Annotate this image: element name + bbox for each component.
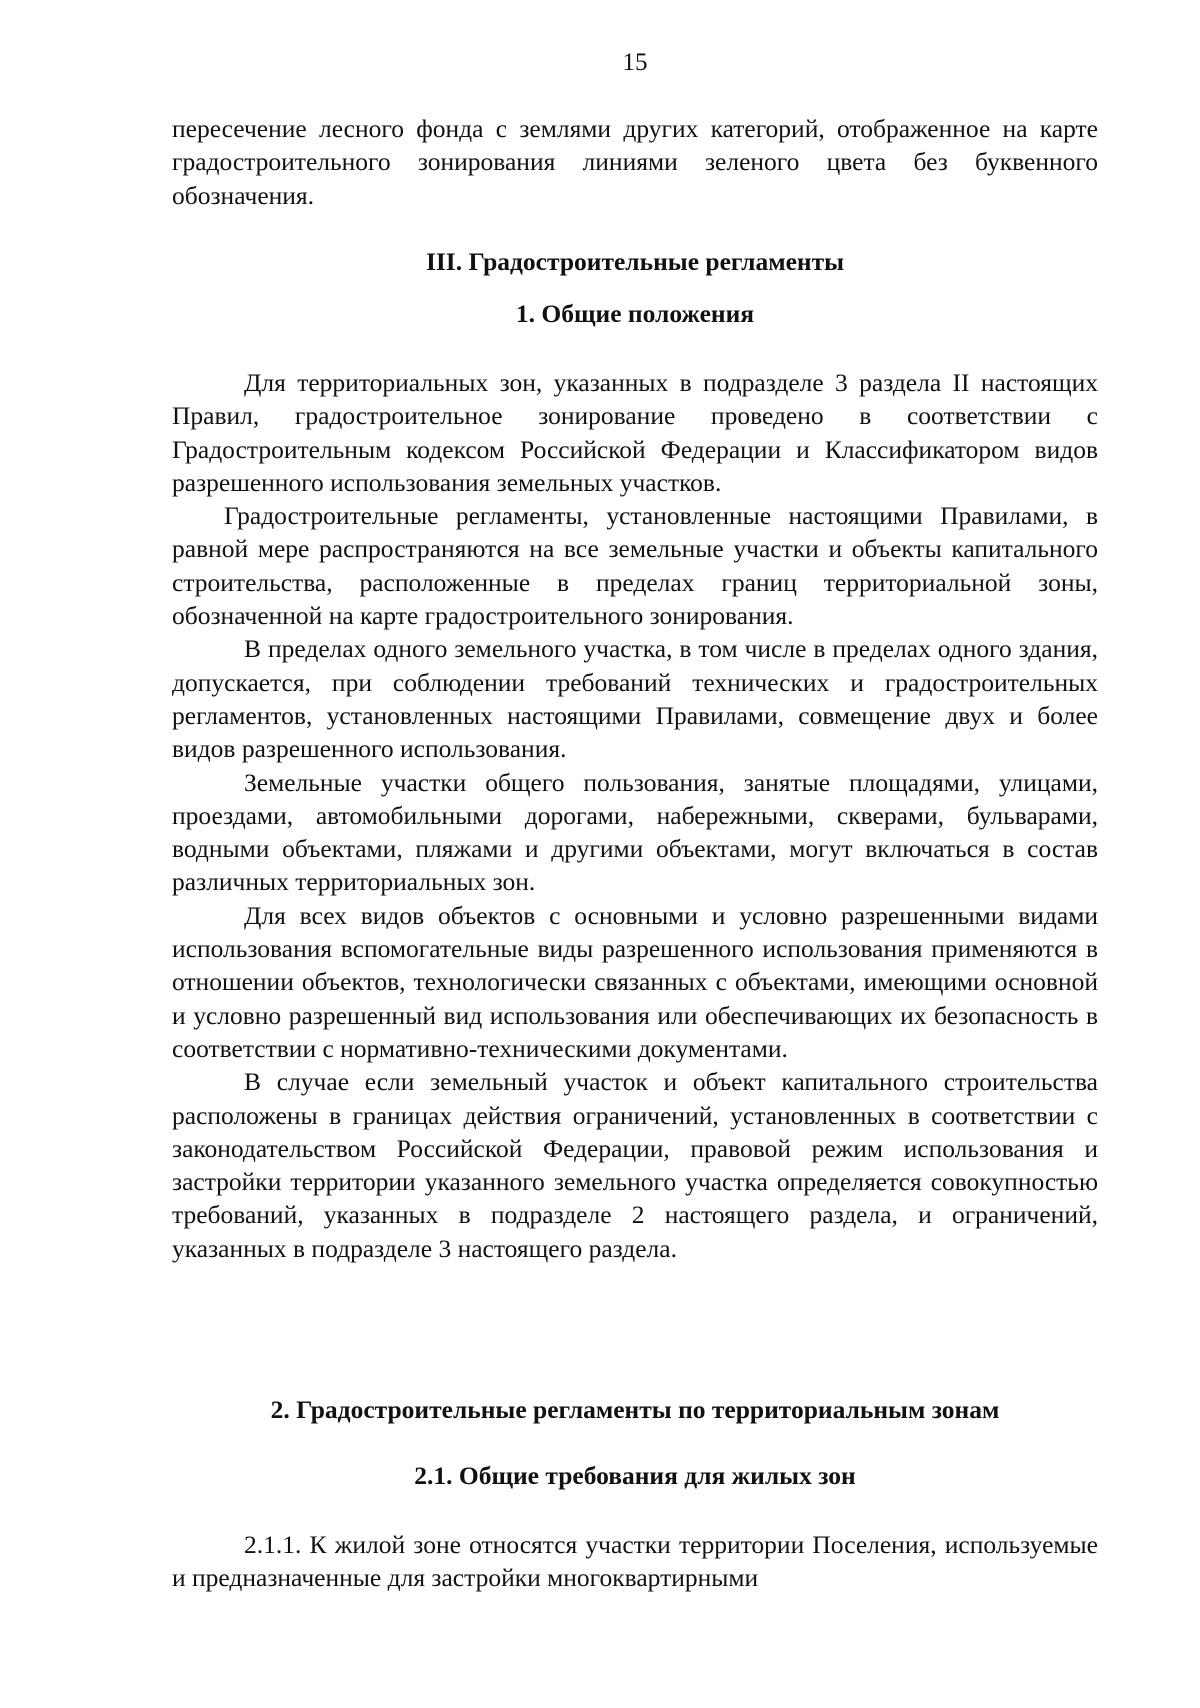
- document-page: [172, 0, 1098, 1708]
- subsection-2-1-paragraph: 2.1.1. К жилой зоне относятся участки территории Поселения, используемые и предназначенные для застройки многоквартирными: [172, 1530, 1098, 1593]
- subsection-2-1-heading: 2.1. Общие требования для жилых зон: [414, 1461, 856, 1490]
- section-heading: III. Градостроительные регламенты: [425, 247, 845, 276]
- subsection-2-heading: 2. Градостроительные регламенты по территориальным зонам: [270, 1395, 1000, 1424]
- subsection-1-body: [172, 366, 1098, 1265]
- intro-paragraph: пересечение лесного фонда с землями других категорий, отображенное на карте градостроительного зонирования линиями зеленого цвета без буквенного обозначения.: [172, 114, 1098, 210]
- paragraph: Земельные участки общего пользования, занятые площадями, улицами, проездами, автомобильными дорогами, набережными, скверами, бульварами, водными объектами, пляжами и другими объектами, могут включаться в состав различных территориальных зон.: [172, 767, 1098, 897]
- subsection-1-heading: 1. Общие положения: [515, 299, 755, 328]
- paragraph: Для всех видов объектов с основными и условно разрешенными видами использования вспомогательные виды разрешенного использования применяются в отношении объектов, технологически связанных с объектами, имеющими основной и условно разрешенный вид использования или обеспечивающих их безопасность в соответствии с нормативно-техническими документами.: [172, 900, 1098, 1063]
- paragraph: В пределах одного земельного участка, в том числе в пределах одного здания, допускается, при соблюдении требований технических и градостроительных регламентов, установленных настоящими Правилами, совмещение двух и более видов разрешенного использования.: [172, 634, 1098, 764]
- page-number: 15: [622, 49, 648, 76]
- paragraph: Градостроительные регламенты, установленные настоящими Правилами, в равной мере распространяются на все земельные участки и объекты капитального строительства, расположенные в пределах границ территориальной зоны, обозначенной на карте градостроительного зонирования.: [172, 501, 1098, 631]
- paragraph: В случае если земельный участок и объект капитального строительства расположены в границах действия ограничений, установленных в соответствии с законодательством Российской Федерации, правовой режим использования и застройки территории указанного земельного участка определяется совокупностью требований, указанных в подразделе 2 настоящего раздела, и ограничений, указанных в подразделе 3 настоящего раздела.: [172, 1067, 1098, 1263]
- paragraph: Для территориальных зон, указанных в подразделе 3 раздела II настоящих Правил, градостроительное зонирование проведено в соответствии с Градостроительным кодексом Российской Федерации и Классификатором видов разрешенного использования земельных участков.: [172, 368, 1098, 497]
